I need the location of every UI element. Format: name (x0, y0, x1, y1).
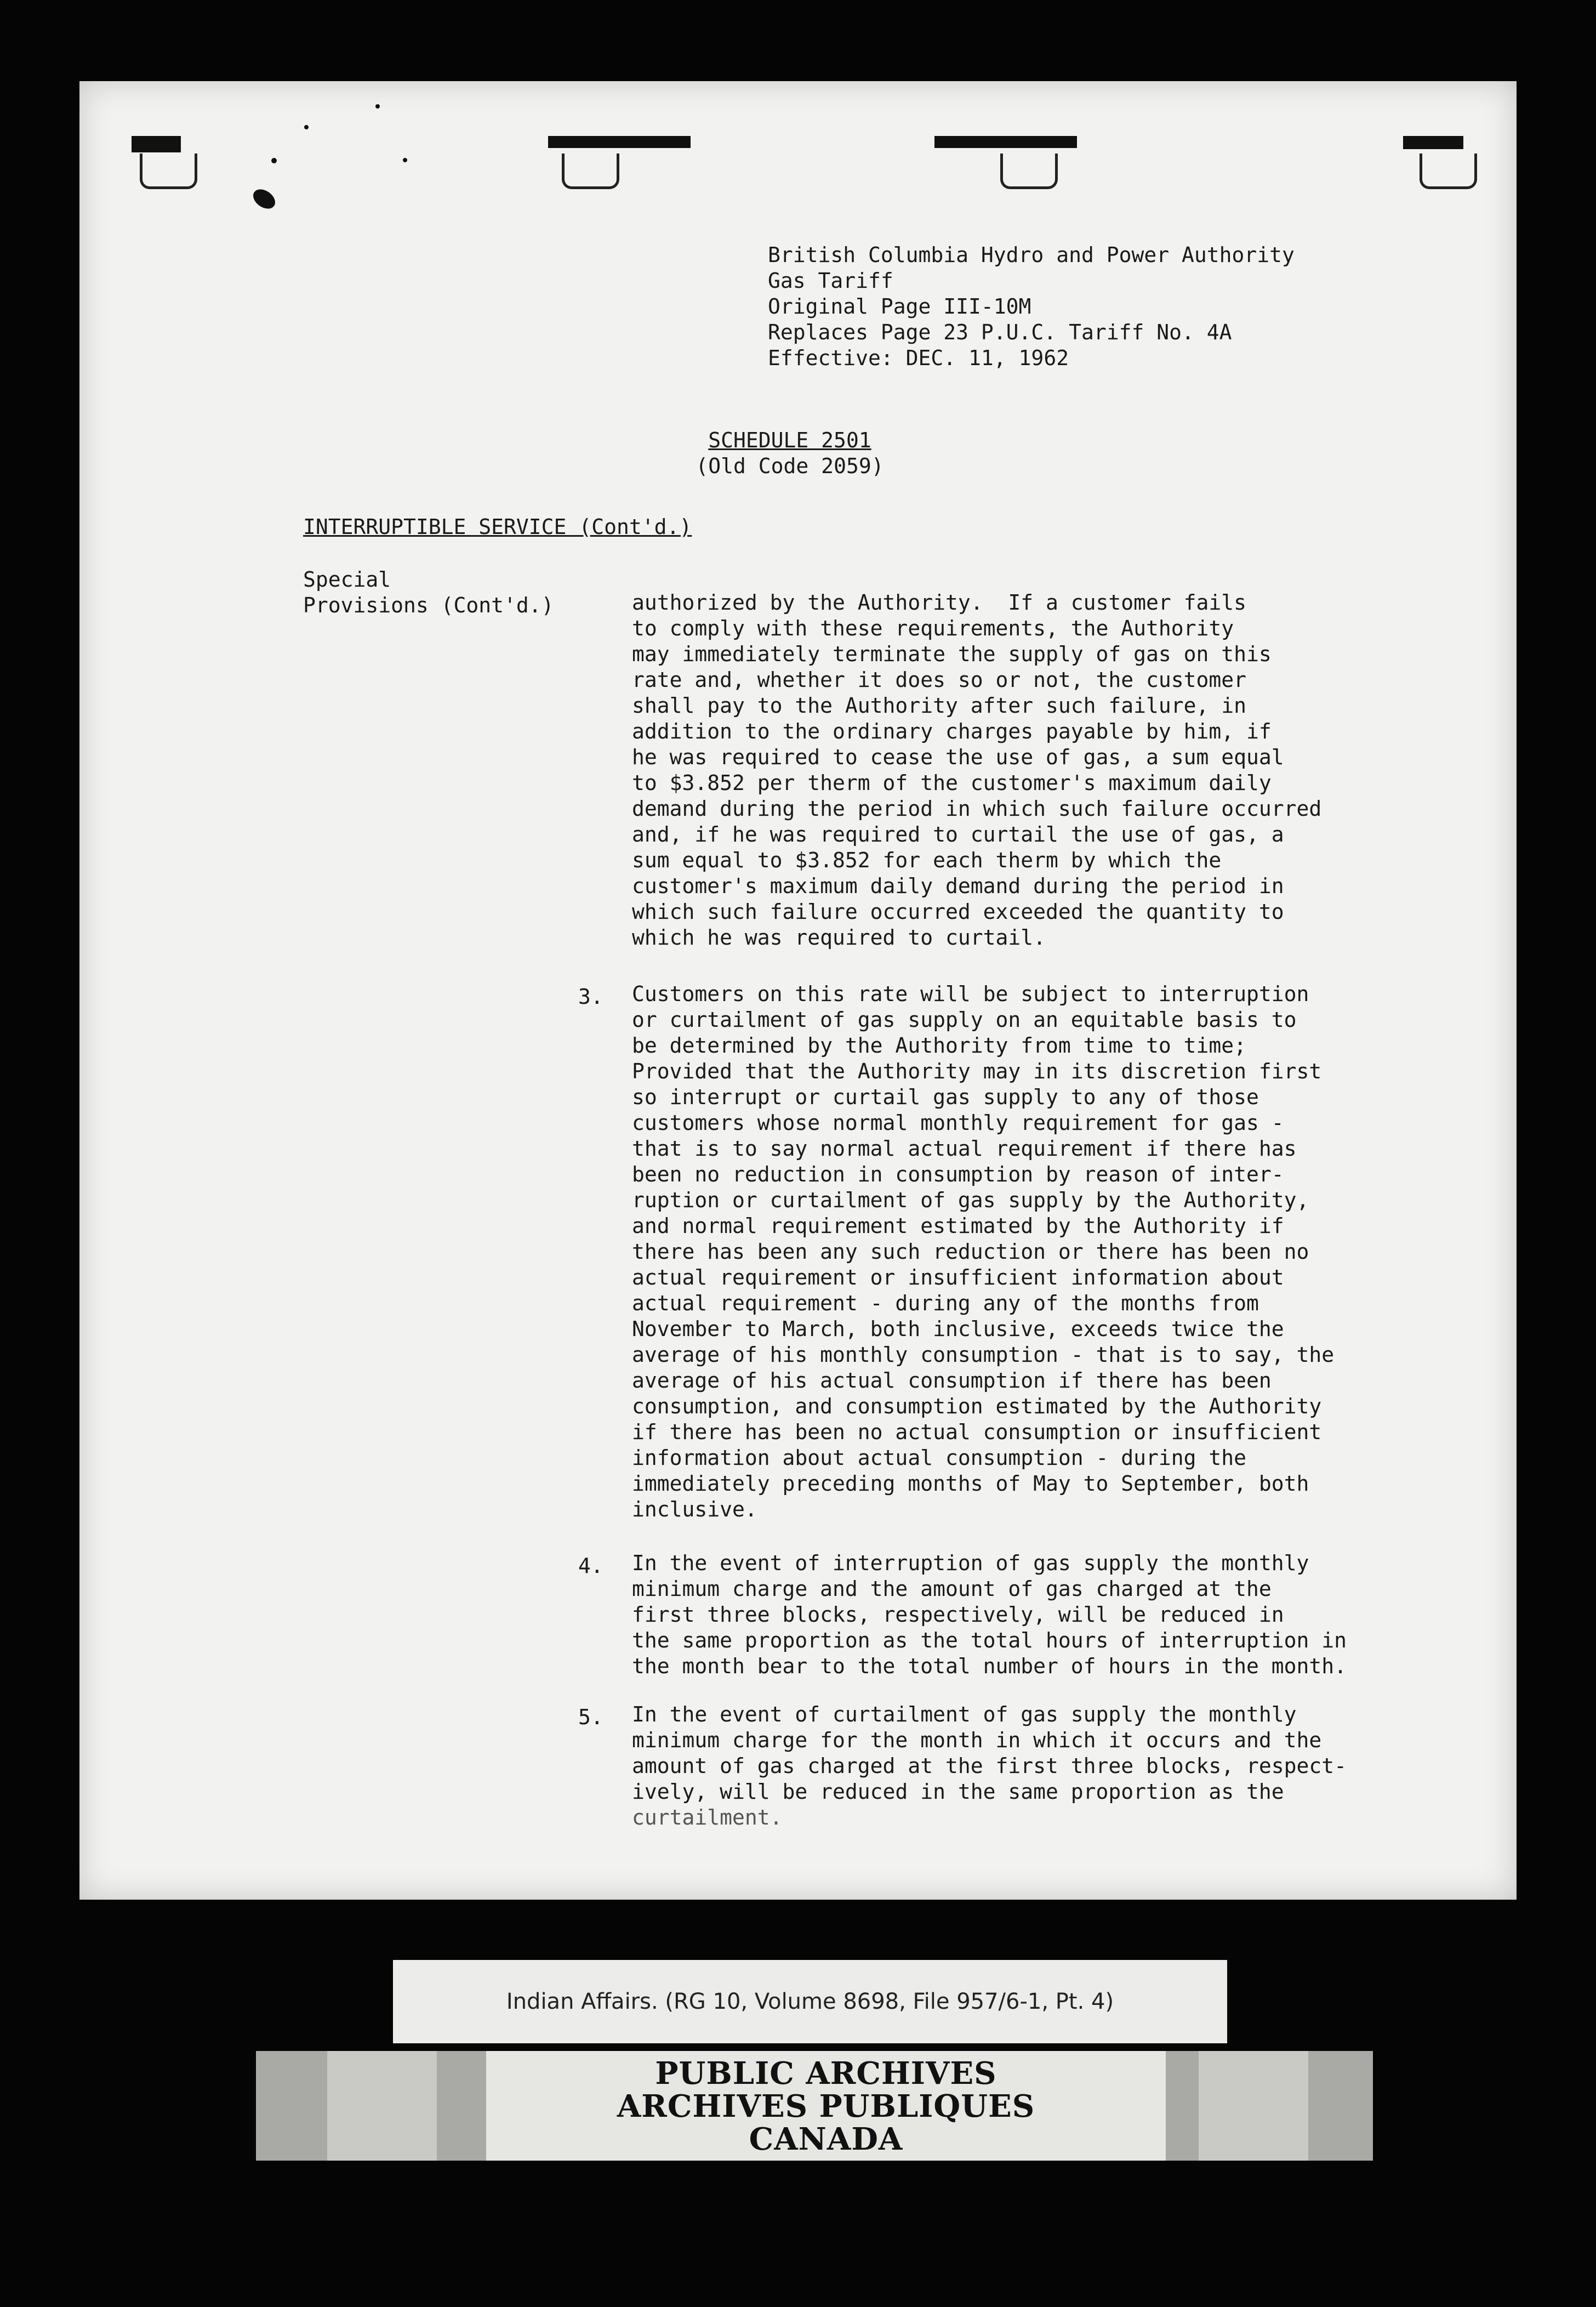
ink-speck (271, 158, 277, 163)
ink-speck (403, 158, 407, 162)
text-line: sum equal to $3.852 for each therm by which the (632, 848, 1222, 872)
schedule-block (675, 428, 905, 479)
text-line: he was required to cease the use of gas, a sum equal (632, 745, 1284, 769)
header-replaces: Replaces Page 23 P.U.C. Tariff No. 4A (768, 320, 1232, 344)
header-effective: Effective: DEC. 11, 1962 (768, 346, 1069, 370)
section-title: INTERRUPTIBLE SERVICE (Cont'd.) (303, 515, 692, 539)
text-line: rate and, whether it does so or not, the customer (632, 668, 1247, 692)
ink-speck (304, 125, 309, 129)
text-line: or curtailment of gas supply on an equitable basis to (632, 1008, 1297, 1032)
text-line: authorized by the Authority. If a customer fails (632, 590, 1247, 615)
text-line: demand during the period in which such failure occurred (632, 797, 1322, 821)
text-line: the same proportion as the total hours of interruption in (632, 1628, 1347, 1652)
side-label (303, 567, 554, 618)
text-line: that is to say normal actual requirement if there has (632, 1137, 1297, 1161)
document-page (79, 81, 1517, 1900)
item-3-paragraph (632, 981, 1334, 1522)
text-line: average of his actual consumption if there has been (632, 1368, 1272, 1393)
text-line: customers whose normal monthly requirement for gas - (632, 1111, 1284, 1135)
side-label-line1: Special (303, 567, 391, 592)
side-label-line2: Provisions (Cont'd.) (303, 593, 554, 617)
text-line: November to March, both inclusive, exceeds twice the (632, 1317, 1284, 1341)
text-line: been no reduction in consumption by reason of inter- (632, 1162, 1284, 1186)
schedule-old-code: (Old Code 2059) (696, 454, 884, 478)
archive-stamp (486, 2051, 1166, 2161)
text-line: Provided that the Authority may in its discretion first (632, 1059, 1322, 1083)
schedule-title: SCHEDULE 2501 (708, 428, 871, 452)
text-line: ively, will be reduced in the same proportion as the (632, 1780, 1284, 1804)
text-line: average of his monthly consumption - that is to say, the (632, 1343, 1335, 1367)
text-line: which he was required to curtail. (632, 925, 1046, 950)
archive-stamp-strip (256, 2051, 1373, 2161)
text-line: actual requirement - during any of the months from (632, 1291, 1259, 1315)
text-line: and, if he was required to curtail the use of gas, a (632, 822, 1284, 846)
text-line: Customers on this rate will be subject to interruption (632, 982, 1309, 1006)
film-roll-left (327, 2051, 437, 2161)
stamp-line-1: PUBLIC ARCHIVES (655, 2055, 997, 2092)
continuation-paragraph (632, 590, 1321, 951)
tariff-header (768, 242, 1295, 371)
text-line: addition to the ordinary charges payable by him, if (632, 719, 1272, 743)
archive-reference-text: Indian Affairs. (RG 10, Volume 8698, File 957/6-1, Pt. 4) (506, 1989, 1114, 2014)
film-roll-right (1199, 2051, 1308, 2161)
binder-tab (140, 154, 197, 189)
header-authority: British Columbia Hydro and Power Authority (768, 243, 1295, 267)
binder-tab (562, 154, 619, 189)
stamp-line-2: ARCHIVES PUBLIQUES (617, 2088, 1035, 2124)
text-line: actual requirement or insufficient information about (632, 1265, 1284, 1289)
text-line: so interrupt or curtail gas supply to any of those (632, 1085, 1259, 1109)
text-line: there has been any such reduction or there has been no (632, 1240, 1309, 1264)
text-line: the month bear to the total number of hours in the month. (632, 1654, 1347, 1678)
text-line: customer's maximum daily demand during the period in (632, 874, 1284, 898)
text-line: minimum charge for the month in which it occurs and the (632, 1728, 1322, 1752)
stamp-line-3: CANADA (749, 2121, 903, 2157)
text-line: immediately preceding months of May to September, both (632, 1471, 1309, 1496)
text-line: curtailment. (632, 1805, 783, 1829)
text-line: In the event of curtailment of gas supply the monthly (632, 1702, 1297, 1726)
binder-mark (132, 136, 181, 152)
binder-mark (548, 136, 691, 148)
ink-speck (375, 104, 380, 109)
binder-tab (1420, 154, 1477, 189)
text-line: if there has been no actual consumption or insufficient (632, 1420, 1322, 1444)
binder-mark (1403, 136, 1463, 149)
text-line: In the event of interruption of gas supply the monthly (632, 1551, 1309, 1575)
item-number: 3. (578, 985, 603, 1009)
text-line: to $3.852 per therm of the customer's maximum daily (632, 771, 1272, 795)
text-line: and normal requirement estimated by the Authority if (632, 1214, 1284, 1238)
text-line: first three blocks, respectively, will be reduced in (632, 1603, 1284, 1627)
archive-reference-label (393, 1960, 1227, 2043)
text-line: minimum charge and the amount of gas charged at the (632, 1577, 1272, 1601)
binder-mark (934, 136, 1077, 148)
item-5-paragraph (632, 1702, 1347, 1831)
text-line: consumption, and consumption estimated by the Authority (632, 1394, 1322, 1418)
text-line: may immediately terminate the supply of gas on this (632, 642, 1272, 666)
text-line: ruption or curtailment of gas supply by the Authority, (632, 1188, 1309, 1212)
binder-tab (1000, 154, 1058, 189)
text-line: information about actual consumption - during the (632, 1446, 1247, 1470)
text-line: to comply with these requirements, the Authority (632, 616, 1234, 640)
text-line: which such failure occurred exceeded the quantity to (632, 900, 1284, 924)
item-4-paragraph (632, 1550, 1347, 1679)
header-tariff: Gas Tariff (768, 269, 893, 293)
text-line: be determined by the Authority from time to time; (632, 1033, 1247, 1058)
text-line: shall pay to the Authority after such failure, in (632, 694, 1247, 718)
header-page: Original Page III-10M (768, 294, 1031, 319)
item-number: 4. (578, 1554, 603, 1578)
text-line: amount of gas charged at the first three blocks, respect- (632, 1754, 1347, 1778)
item-number: 5. (578, 1705, 603, 1729)
ink-speck (249, 185, 278, 213)
text-line: inclusive. (632, 1497, 757, 1521)
